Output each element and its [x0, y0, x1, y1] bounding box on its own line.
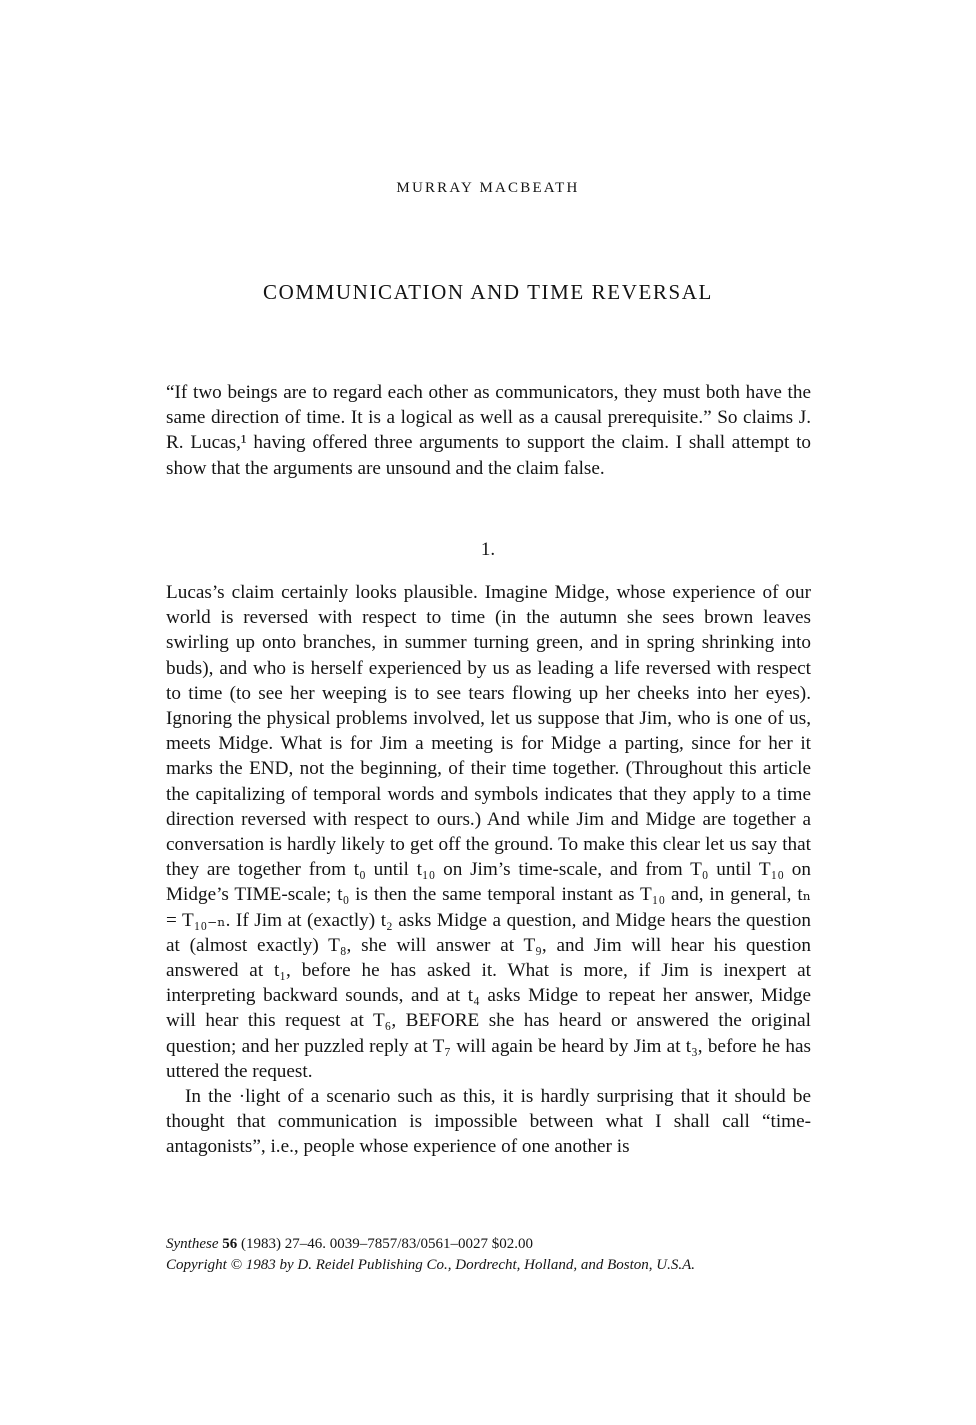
- article-title: COMMUNICATION AND TIME REVERSAL: [263, 280, 713, 304]
- copyright-text: Copyright © 1983 by D. Reidel Publishing Co., Dordrecht, Holland, and Boston, U.S.A.: [166, 1257, 695, 1273]
- copyright-line: [166, 1255, 826, 1276]
- section-paragraph-2: In the ·light of a scenario such as this, it is hardly surprising that it should be thought that communication is impossible between what I shall call “time-antagonists”, i.e., people whose experience of one another is: [166, 1086, 811, 1158]
- citation-line: Synthese 56 (1983) 27–46. 0039–7857/83/0561–0027 $02.00: [166, 1236, 534, 1252]
- section-body: [166, 580, 811, 1160]
- section-number: 1.: [480, 539, 496, 560]
- intro-text: “If two beings are to regard each other as communicators, they must both have the same direction of time. It is a logical as well as a causal prerequisite.” So claims J. R. Lucas,¹ having offered three arguments to support the claim. I shall attempt to show that the arguments are unsound and the claim false.: [166, 382, 811, 479]
- publication-footer: [166, 1234, 826, 1276]
- section-paragraph-1: Lucas’s claim certainly looks plausible. Imagine Midge, whose experience of our world is reversed with respect to time (in the autumn she sees brown leaves swirling up onto branches, in summer turning green, and in spring shrinking into buds), and who is herself experienced by us as leading a life reversed with respect to time (to see her weeping is to see tears flowing up her cheeks into her eyes). Ignoring the physical problems involved, let us suppose that Jim, who is one of us, meets Midge. What is for Jim a meeting is for Midge a parting, since for her it marks the END, not the beginning, of their time together. (Throughout this article the capitalizing of temporal words and symbols indicates that they apply to a time direction reversed with respect to ours.) And while Jim and Midge are together a conversation is hardly likely to get off the ground. To make this clear let us say that they are together from t₀ until t₁₀ on Jim’s time-scale, and from T₀ until T₁₀ on Midge’s TIME-scale; t₀ is then the same temporal instant as T₁₀ and, in general, tₙ = T₁₀₋ₙ. If Jim at (exactly) t₂ asks Midge a question, and Midge hears the question at (almost exactly) T₈, she will answer at T₉, and Jim will hear his question answered at t₁, before he has asked it. What is more, if Jim is inexpert at interpreting backward sounds, and at t₄ asks Midge to repeat her answer, Midge will hear this request at T₆, BEFORE she has heard or answered the original question; and her puzzled reply at T₇ will again be heard by Jim at t₃, before he has uttered the request.: [166, 582, 811, 1082]
- author-name: MURRAY MACBEATH: [396, 180, 580, 196]
- intro-paragraph: [166, 380, 811, 481]
- citation-rest: (1983) 27–46. 0039–7857/83/0561–0027 $02.00: [240, 1236, 534, 1252]
